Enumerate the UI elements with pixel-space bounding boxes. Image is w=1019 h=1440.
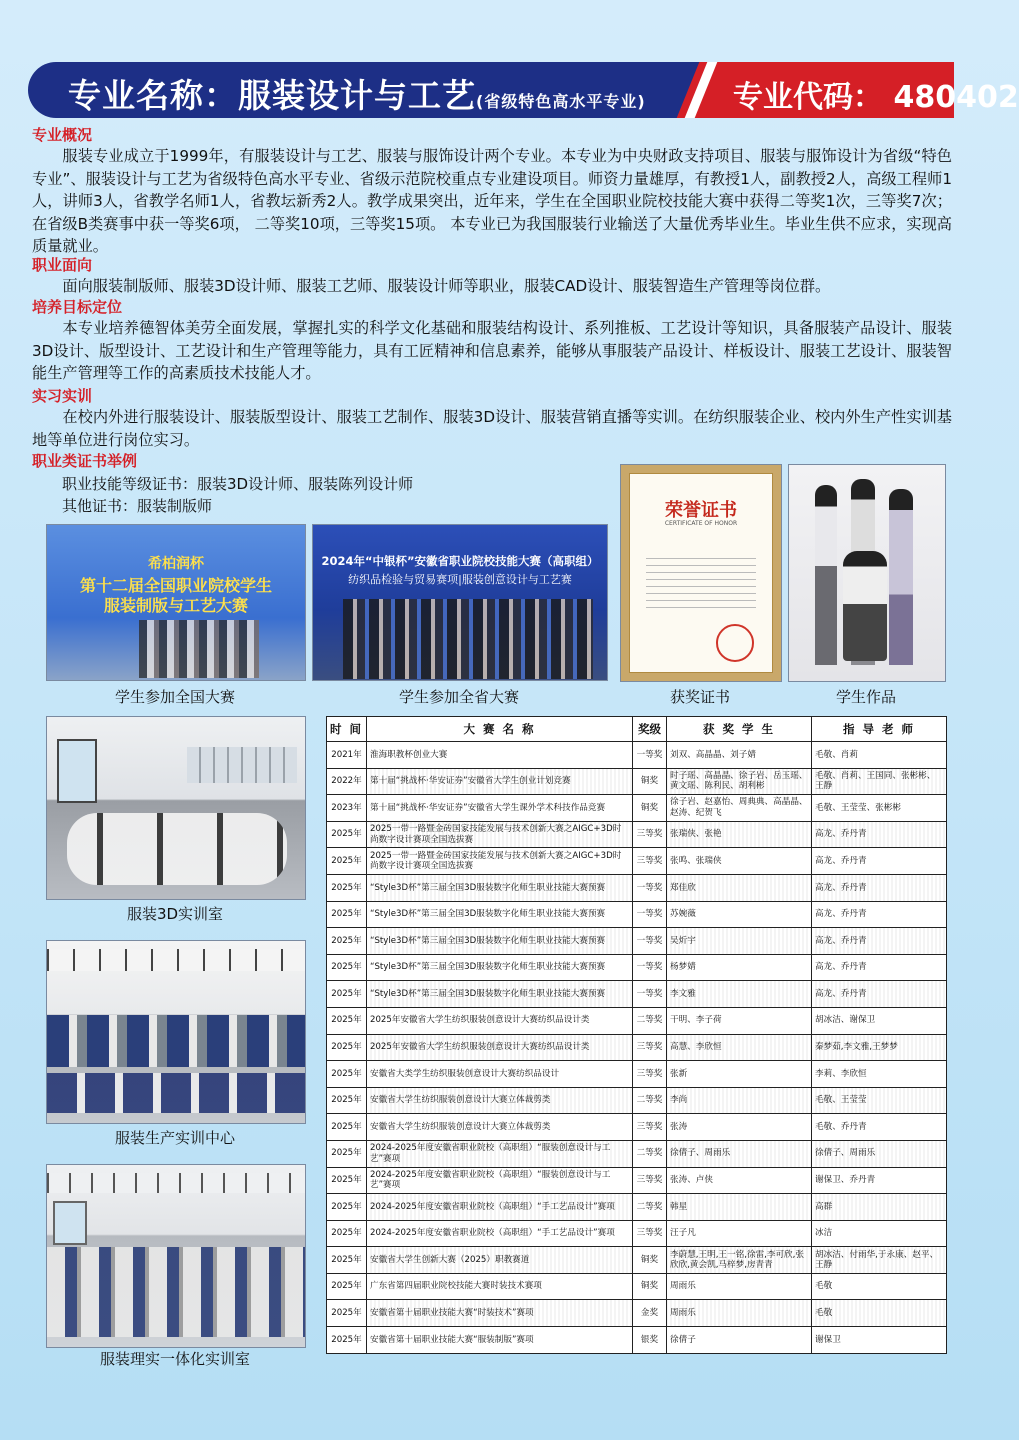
cell-competition: 2025年安徽省大学生纺织服装创意设计大赛纺织品设计类 xyxy=(367,1034,633,1061)
cell-teachers: 秦梦茹,李文雅,王梦梦 xyxy=(812,1034,947,1061)
cell-year: 2023年 xyxy=(327,795,367,822)
cell-award: 一等奖 xyxy=(633,928,667,955)
cell-teachers: 高龙、乔丹青 xyxy=(812,981,947,1008)
table-row xyxy=(327,1327,947,1354)
cell-competition: 2025一带一路暨金砖国家技能发展与技术创新大赛之AIGC+3D时尚数字设计赛项全国选拔赛 xyxy=(367,848,633,875)
table-row xyxy=(327,1061,947,1088)
table-row xyxy=(327,1140,947,1167)
cell-students: 时子瑶、高晶晶、徐子岩、岳玉瑶、黄文瑶、陈利民、胡利彬 xyxy=(667,768,812,795)
photo-caption: 获奖证书 xyxy=(669,688,730,706)
table-row xyxy=(327,821,947,848)
table-row xyxy=(327,1220,947,1247)
section-text: 在校内外进行服装设计、服装版型设计、服装工艺制作、服装3D设计、服装营销直播等实训。在纺织服装企业、校内外生产性实训基地等单位进行岗位实习。 xyxy=(32,408,952,449)
cell-teachers: 高龙、乔丹青 xyxy=(812,901,947,928)
cell-teachers: 胡冰洁、谢保卫 xyxy=(812,1007,947,1034)
cert-skill-level: 职业技能等级证书：服装3D设计师、服装陈列设计师 xyxy=(62,475,414,493)
cell-students: 吴炘宇 xyxy=(667,928,812,955)
cell-teachers: 高龙、乔丹青 xyxy=(812,874,947,901)
cell-award: 二等奖 xyxy=(633,1194,667,1221)
section-text: 本专业培养德智体美劳全面发展，掌握扎实的科学文化基础和服装结构设计、系列推板、工艺设计等知识，具备服装产品设计、服装3D设计、版型设计、工艺设计和生产管理等能力，具有工匠精神和信息素养，能够从事服装产品设计、样板设计、服装工艺设计、服装智能生产管理等工作的高素质技术技能人才。 xyxy=(32,319,952,382)
window xyxy=(57,739,97,803)
cell-year: 2025年 xyxy=(327,1220,367,1247)
photo-production-center xyxy=(46,940,306,1124)
cell-teachers: 毛敬、乔丹青 xyxy=(812,1114,947,1141)
table-row xyxy=(327,1273,947,1300)
cell-competition: 2024-2025年度安徽省职业院校（高职组）“手工艺品设计”赛项 xyxy=(367,1194,633,1221)
photo-award-certificate xyxy=(620,464,782,682)
column-header: 大 赛 名 称 xyxy=(367,717,633,742)
model-figure xyxy=(843,551,887,661)
model-figure xyxy=(815,485,837,665)
cell-teachers: 高龙、乔丹青 xyxy=(812,821,947,848)
column-header: 奖级 xyxy=(633,717,667,742)
people-silhouettes xyxy=(343,599,593,679)
cell-award: 一等奖 xyxy=(633,981,667,1008)
cell-competition: “Style3D杯”第三届全国3D服装数字化师生职业技能大赛预赛 xyxy=(367,874,633,901)
cell-teachers: 李莉、李欣恒 xyxy=(812,1061,947,1088)
cell-students: 张新 xyxy=(667,1061,812,1088)
table-row xyxy=(327,928,947,955)
table-row xyxy=(327,1194,947,1221)
section-certificates xyxy=(32,452,592,471)
table-row xyxy=(327,1034,947,1061)
photo-provincial-competition xyxy=(312,524,608,681)
cell-competition: 第十届“挑战杯·华安证券”安徽省大学生课外学术科技作品竞赛 xyxy=(367,795,633,822)
cell-year: 2025年 xyxy=(327,874,367,901)
section-heading: 实习实训 xyxy=(32,387,93,405)
section-heading: 培养目标定位 xyxy=(32,298,123,316)
workstations xyxy=(67,813,287,885)
cell-students: 苏婉薇 xyxy=(667,901,812,928)
cell-students: 张涛、卢侠 xyxy=(667,1167,812,1194)
cell-award: 二等奖 xyxy=(633,1087,667,1114)
photo-caption: 服装理实一体化实训室 xyxy=(99,1350,250,1368)
cell-year: 2025年 xyxy=(327,981,367,1008)
cell-award: 一等奖 xyxy=(633,901,667,928)
cell-competition: 安徽省大学生纺织服装创意设计大赛立体裁剪类 xyxy=(367,1114,633,1141)
cell-students: 刘双、高晶晶、刘子婧 xyxy=(667,742,812,769)
cell-award: 铜奖 xyxy=(633,1247,667,1274)
cell-teachers: 高龙、乔丹青 xyxy=(812,928,947,955)
cell-competition: 安徽省大类学生纺织服装创意设计大赛纺织品设计 xyxy=(367,1061,633,1088)
cell-students: 李文雅 xyxy=(667,981,812,1008)
cell-teachers: 谢保卫、乔丹青 xyxy=(812,1167,947,1194)
photo-caption: 服装3D实训室 xyxy=(126,905,224,923)
cell-year: 2025年 xyxy=(327,1300,367,1327)
header-banner xyxy=(28,62,1019,118)
certificate-subtitle: CERTIFICATE OF HONOR xyxy=(664,520,738,527)
cell-students: 徐倩子、周雨乐 xyxy=(667,1140,812,1167)
photo-banner-text: 第十二届全国职业院校学生 xyxy=(79,576,272,595)
cell-students: 干明、李子荷 xyxy=(667,1007,812,1034)
cell-teachers: 徐倩子、周雨乐 xyxy=(812,1140,947,1167)
photo-banner-text: 希柏润杯 xyxy=(148,556,204,572)
cell-students: 徐倩子 xyxy=(667,1327,812,1354)
section-text: 面向服装制版师、服装3D设计师、服装工艺师、服装设计师等职业，服装CAD设计、服装智造生产管理等岗位群。 xyxy=(62,277,831,295)
table-header-row xyxy=(327,717,947,742)
table-row xyxy=(327,874,947,901)
cell-competition: 2024-2025年度安徽省职业院校（高职组）“服装创意设计与工艺”赛项 xyxy=(367,1140,633,1167)
cell-competition: “Style3D杯”第三届全国3D服装数字化师生职业技能大赛预赛 xyxy=(367,901,633,928)
program-title: 专业名称：服装设计与工艺(省级特色高水平专业) xyxy=(68,76,646,115)
section-text: 服装专业成立于1999年，有服装设计与工艺、服装与服饰设计两个专业。本专业为中央财政支持项目、服装与服饰设计为省级“特色专业”、服装设计与工艺为省级特色高水平专业、省级示范院校重点专业建设项目。师资力量雄厚，有教授1人，副教授2人，高级工程师1人，讲师3人，省教学名师1人，省教坛新秀2人。教学成果突出，近年来，学生在全国职业院校技能大赛中获得二等奖1次，三等奖7次；在省级B类赛事中获一等奖6项， 二等奖10项，三等奖15项。 本专业已为我国服装行业输送了大量优秀毕业生。毕业生供不应求，实现高质量就业。 xyxy=(32,147,952,255)
cell-teachers: 毛敬 xyxy=(812,1300,947,1327)
ceiling-lights xyxy=(47,949,305,971)
photo-banner-text: 2024年“中银杯”安徽省职业院校技能大赛（高职组） xyxy=(321,554,599,568)
section-heading: 职业面向 xyxy=(32,256,93,274)
table-row xyxy=(327,742,947,769)
cell-year: 2022年 xyxy=(327,768,367,795)
window xyxy=(53,1201,87,1245)
cell-teachers: 胡冰洁、付雨华,于永康、赵平、王静 xyxy=(812,1247,947,1274)
cell-competition: 淮海职教杯创业大赛 xyxy=(367,742,633,769)
cell-award: 三等奖 xyxy=(633,821,667,848)
cell-students: 杨梦婧 xyxy=(667,954,812,981)
cell-year: 2025年 xyxy=(327,901,367,928)
certificate-body-lines xyxy=(646,552,756,608)
photo-integrated-lab xyxy=(46,1164,306,1348)
cell-award: 二等奖 xyxy=(633,1007,667,1034)
cell-year: 2025年 xyxy=(327,1273,367,1300)
cell-teachers: 谢保卫 xyxy=(812,1327,947,1354)
table-row xyxy=(327,1247,947,1274)
cell-year: 2025年 xyxy=(327,1114,367,1141)
cell-award: 金奖 xyxy=(633,1300,667,1327)
cell-competition: “Style3D杯”第三届全国3D服装数字化师生职业技能大赛预赛 xyxy=(367,954,633,981)
photo-caption: 学生参加全省大赛 xyxy=(398,688,519,706)
cell-year: 2025年 xyxy=(327,1007,367,1034)
ceiling-lights xyxy=(47,1173,305,1193)
table-row xyxy=(327,1300,947,1327)
cell-students: 高慧、李欣恒 xyxy=(667,1034,812,1061)
table-row xyxy=(327,901,947,928)
cell-competition: 广东省第四届职业院校技能大赛时装技术赛项 xyxy=(367,1273,633,1300)
program-code: 专业代码： 480402 xyxy=(733,80,1019,115)
section-heading: 职业类证书举例 xyxy=(32,452,138,470)
cell-competition: 2024-2025年度安徽省职业院校（高职组）“服装创意设计与工艺”赛项 xyxy=(367,1167,633,1194)
certificate-seal xyxy=(716,624,754,662)
cell-teachers: 毛敬 xyxy=(812,1273,947,1300)
awards-table xyxy=(326,716,947,1354)
cell-award: 银奖 xyxy=(633,1327,667,1354)
section-heading: 专业概况 xyxy=(32,126,93,144)
sewing-line xyxy=(47,1015,305,1067)
cell-competition: “Style3D杯”第三届全国3D服装数字化师生职业技能大赛预赛 xyxy=(367,981,633,1008)
sewing-line xyxy=(47,1073,305,1113)
column-header: 时 间 xyxy=(327,717,367,742)
cell-students: 李蔚慧,王明,王一铭,徐雷,李可欣,张欣欣,黄会凯,马梓梦,房青青 xyxy=(667,1247,812,1274)
cell-year: 2025年 xyxy=(327,954,367,981)
cell-teachers: 毛敬、王莹莹、张彬彬 xyxy=(812,795,947,822)
table-row xyxy=(327,954,947,981)
photo-caption: 学生参加全国大赛 xyxy=(114,688,235,706)
certificate-title: 荣誉证书 xyxy=(665,500,737,521)
section-practice xyxy=(32,387,952,451)
cell-students: 张涛 xyxy=(667,1114,812,1141)
cell-students: 郑佳欣 xyxy=(667,874,812,901)
cell-award: 一等奖 xyxy=(633,954,667,981)
cell-teachers: 高群 xyxy=(812,1194,947,1221)
cell-year: 2025年 xyxy=(327,821,367,848)
photo-3d-lab xyxy=(46,716,306,900)
cell-competition: 2025一带一路暨金砖国家技能发展与技术创新大赛之AIGC+3D时尚数字设计赛项全国选拔赛 xyxy=(367,821,633,848)
cell-students: 李尚 xyxy=(667,1087,812,1114)
cell-teachers: 毛敬、王莹莹 xyxy=(812,1087,947,1114)
photo-banner-text: 纺织品检验与贸易赛项|服装创意设计与工艺赛 xyxy=(348,573,572,586)
cell-award: 三等奖 xyxy=(633,1061,667,1088)
cell-year: 2021年 xyxy=(327,742,367,769)
cell-award: 二等奖 xyxy=(633,1140,667,1167)
column-header: 获 奖 学 生 xyxy=(667,717,812,742)
program-title-note: (省级特色高水平专业) xyxy=(476,92,646,111)
cell-teachers: 冰洁 xyxy=(812,1220,947,1247)
cell-competition: 第十届“挑战杯·华安证券”安徽省大学生创业计划竞赛 xyxy=(367,768,633,795)
table-row xyxy=(327,795,947,822)
cell-year: 2025年 xyxy=(327,1194,367,1221)
cell-year: 2025年 xyxy=(327,1061,367,1088)
photo-national-competition xyxy=(46,524,306,681)
cell-year: 2025年 xyxy=(327,848,367,875)
cell-year: 2025年 xyxy=(327,928,367,955)
photo-student-works xyxy=(788,464,946,682)
table-row xyxy=(327,1087,947,1114)
cell-students: 张鸣、张瑞侠 xyxy=(667,848,812,875)
section-goal xyxy=(32,298,952,385)
cell-year: 2025年 xyxy=(327,1087,367,1114)
cell-students: 周雨乐 xyxy=(667,1273,812,1300)
back-wall xyxy=(187,747,297,783)
section-career xyxy=(32,256,952,298)
table-row xyxy=(327,981,947,1008)
cell-award: 三等奖 xyxy=(633,1167,667,1194)
people-silhouettes xyxy=(139,620,259,678)
cell-competition: 安徽省大学生纺织服装创意设计大赛立体裁剪类 xyxy=(367,1087,633,1114)
cell-award: 三等奖 xyxy=(633,1114,667,1141)
table-row xyxy=(327,1114,947,1141)
column-header: 指 导 老 师 xyxy=(812,717,947,742)
cell-year: 2025年 xyxy=(327,1167,367,1194)
cell-teachers: 高龙、乔丹青 xyxy=(812,848,947,875)
cell-competition: 安徽省大学生创新大赛（2025）职教赛道 xyxy=(367,1247,633,1274)
cell-award: 铜奖 xyxy=(633,768,667,795)
photo-caption: 服装生产实训中心 xyxy=(114,1129,235,1147)
table-row xyxy=(327,1167,947,1194)
cell-award: 一等奖 xyxy=(633,742,667,769)
cell-teachers: 毛敬、肖莉 xyxy=(812,742,947,769)
cell-competition: 2024-2025年度安徽省职业院校（高职组）“手工艺品设计”赛项 xyxy=(367,1220,633,1247)
table-row xyxy=(327,1007,947,1034)
cell-students: 周雨乐 xyxy=(667,1300,812,1327)
cell-teachers: 高龙、乔丹青 xyxy=(812,954,947,981)
cert-other: 其他证书：服装制版师 xyxy=(62,497,213,515)
cell-competition: “Style3D杯”第三届全国3D服装数字化师生职业技能大赛预赛 xyxy=(367,928,633,955)
model-figure xyxy=(889,489,913,665)
cell-year: 2025年 xyxy=(327,1140,367,1167)
cell-students: 张瑞侠、张艳 xyxy=(667,821,812,848)
photo-caption: 学生作品 xyxy=(835,688,896,706)
cell-award: 三等奖 xyxy=(633,1220,667,1247)
table-row xyxy=(327,848,947,875)
table-row xyxy=(327,768,947,795)
cell-award: 三等奖 xyxy=(633,848,667,875)
photo-banner-text: 服装制版与工艺大赛 xyxy=(103,596,248,615)
cell-award: 铜奖 xyxy=(633,1273,667,1300)
cell-award: 铜奖 xyxy=(633,795,667,822)
cell-year: 2025年 xyxy=(327,1327,367,1354)
cell-award: 一等奖 xyxy=(633,874,667,901)
cell-competition: 安徽省第十届职业技能大赛“时装技术”赛项 xyxy=(367,1300,633,1327)
cell-award: 三等奖 xyxy=(633,1034,667,1061)
cell-year: 2025年 xyxy=(327,1034,367,1061)
cell-year: 2025年 xyxy=(327,1247,367,1274)
sewing-stations xyxy=(47,1247,305,1337)
cell-students: 韩星 xyxy=(667,1194,812,1221)
cell-students: 汪子凡 xyxy=(667,1220,812,1247)
cell-competition: 安徽省第十届职业技能大赛“服装制版”赛项 xyxy=(367,1327,633,1354)
cell-teachers: 毛敬、肖莉、王国同、张彬彬、王静 xyxy=(812,768,947,795)
cell-students: 徐子岩、赵嘉怡、周典典、高晶晶、赵涛、纪贺飞 xyxy=(667,795,812,822)
section-overview xyxy=(32,126,952,258)
cell-competition: 2025年安徽省大学生纺织服装创意设计大赛纺织品设计类 xyxy=(367,1007,633,1034)
